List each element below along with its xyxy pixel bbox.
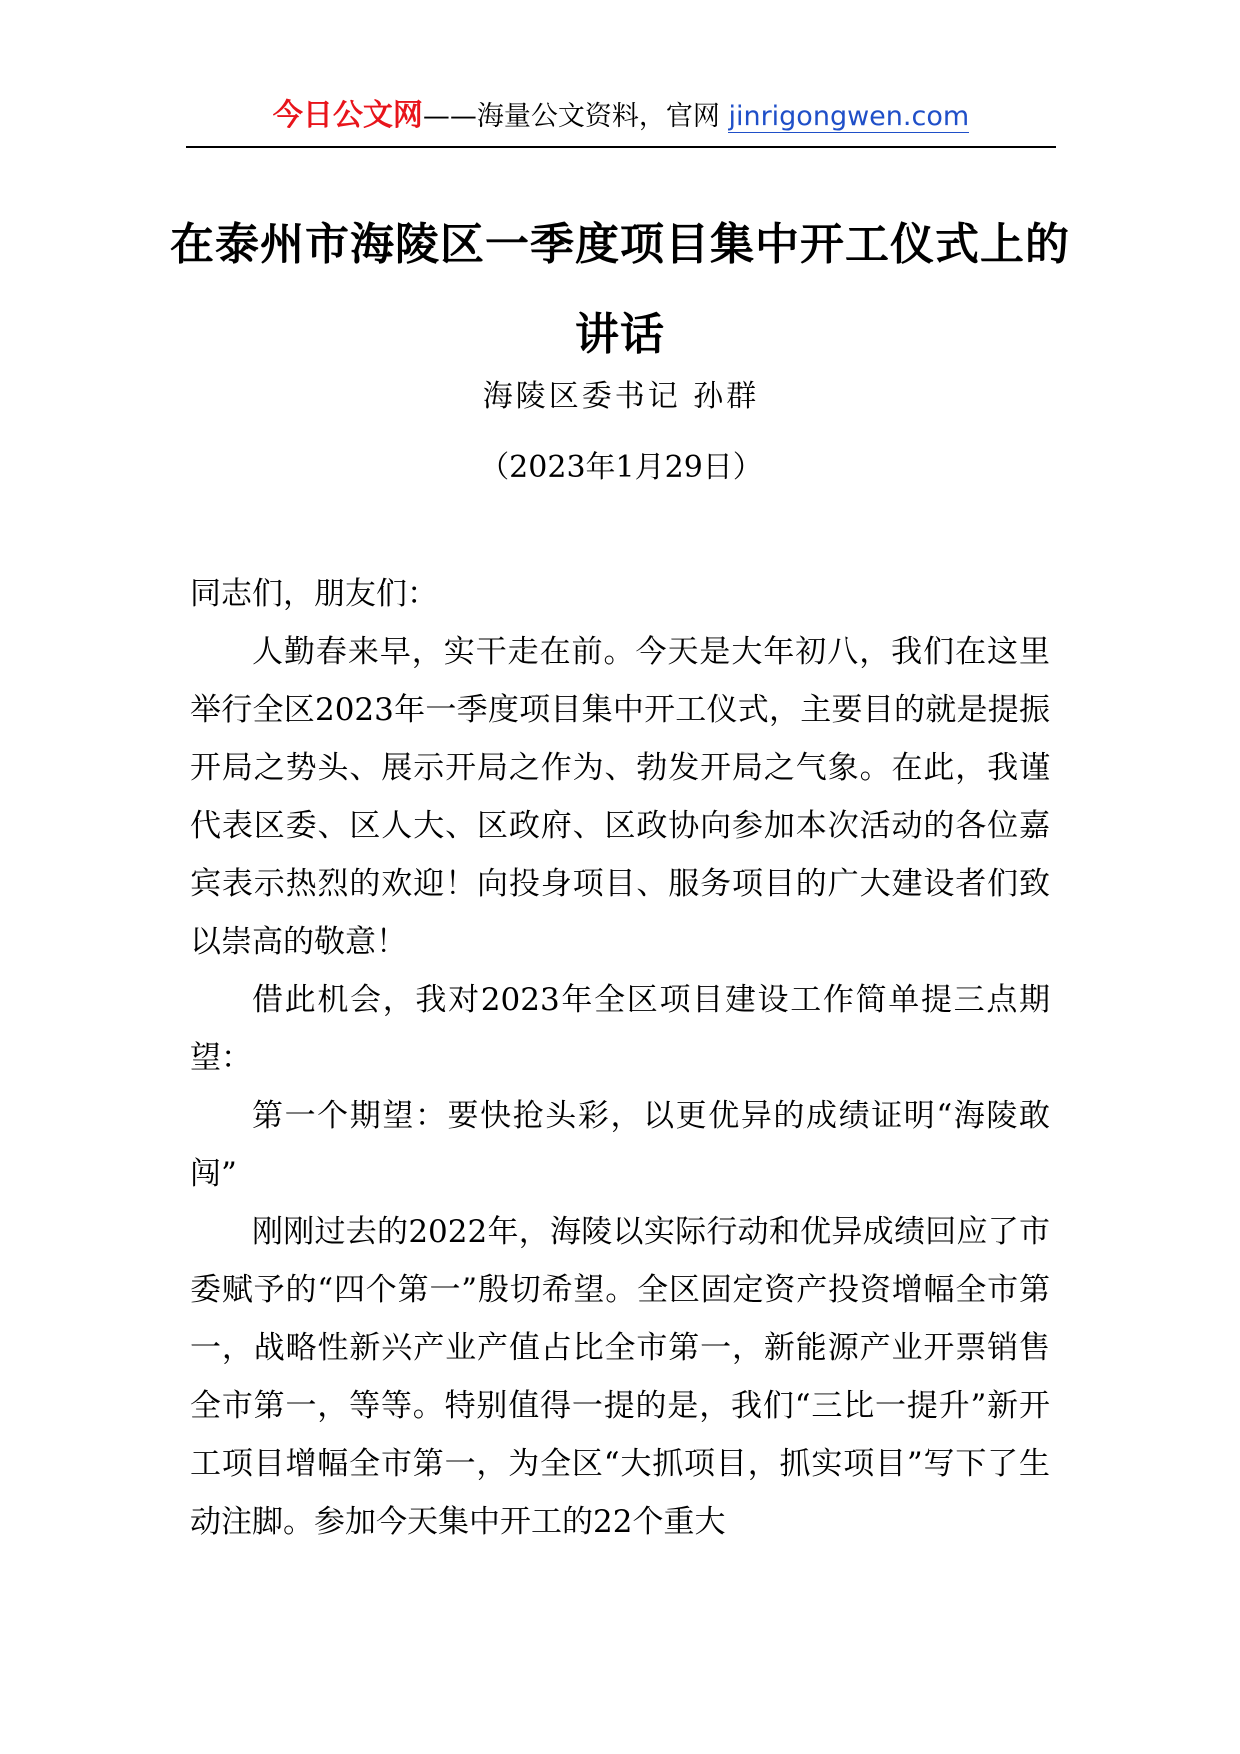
greeting: 同志们，朋友们： — [190, 576, 438, 612]
header-line — [273, 96, 969, 137]
document-title: 在泰州市海陵区一季度项目集中开工仪式上的讲话 — [170, 219, 1070, 360]
paragraph: 借此机会，我对2023年全区项目建设工作简单提三点期望： — [190, 982, 1050, 1076]
site-link[interactable]: jinrigongwen.com — [728, 101, 970, 132]
paragraph-heading: 第一个期望：要快抢头彩，以更优异的成绩证明“海陵敢闯” — [190, 1098, 1050, 1192]
paragraph: 人勤春来早，实干走在前。今天是大年初八，我们在这里举行全区2023年一季度项目集中开工仪式，主要目的就是提振开局之势头、展示开局之作为、勃发开局之气象。在此，我谨代表区委、区人大、区政府、区政协向参加本次活动的各位嘉宾表示热烈的欢迎！向投身项目、服务项目的广大建设者们致以崇高的敬意！ — [190, 634, 1050, 960]
header-tagline: ——海量公文资料，官网 — [422, 101, 729, 132]
paragraph: 刚刚过去的2022年，海陵以实际行动和优异成绩回应了市委赋予的“四个第一”殷切希望。全区固定资产投资增幅全市第一，战略性新兴产业产值占比全市第一，新能源产业开票销售全市第一，等等。特别值得一提的是，我们“三比一提升”新开工项目增幅全市第一，为全区“大抓项目，抓实项目”写下了生动注脚。参加今天集中开工的22个重大 — [190, 1214, 1050, 1540]
document-body — [190, 565, 1050, 1551]
date-line: （2023年1月29日） — [479, 450, 763, 485]
site-header — [186, 96, 1056, 148]
author-line: 海陵区委书记 孙群 — [482, 379, 760, 414]
brand-name[interactable]: 今日公文网 — [272, 98, 423, 133]
